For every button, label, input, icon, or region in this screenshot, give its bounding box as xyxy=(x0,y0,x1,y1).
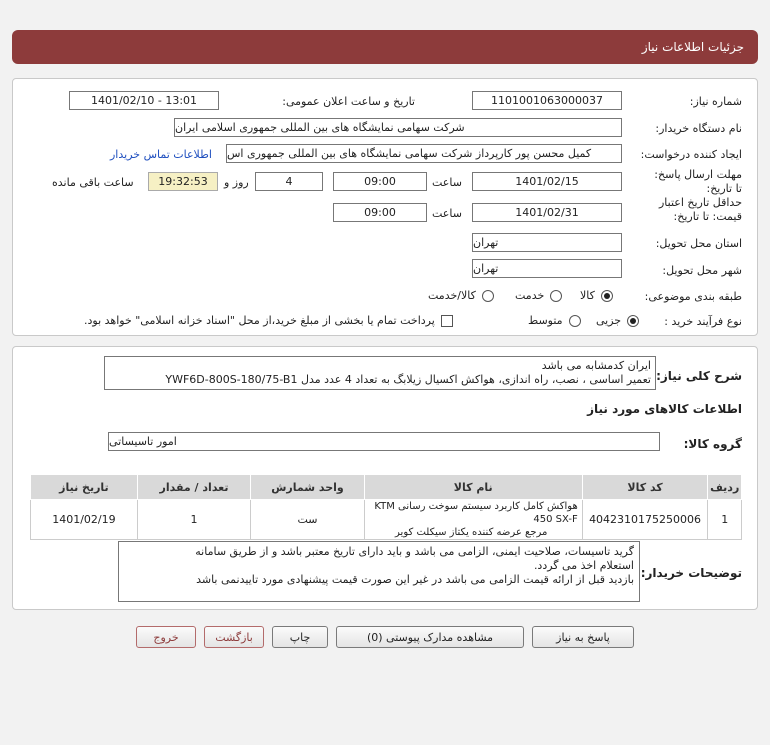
province-label: استان محل تحویل: xyxy=(655,237,742,250)
days-field: 4 xyxy=(255,172,323,191)
radio-selected-icon[interactable] xyxy=(601,290,613,302)
deadline-label: مهلت ارسال پاسخ: تا تاریخ: xyxy=(654,168,742,195)
row-index: 1 xyxy=(708,500,742,540)
process-radio-minor[interactable]: جزیی xyxy=(596,314,639,327)
goods-group-field: امور تاسیساتی xyxy=(108,432,660,451)
row-unit: ست xyxy=(251,500,364,540)
row-date: 1401/02/19 xyxy=(31,500,138,540)
need-number-label: شماره نیاز: xyxy=(689,95,742,108)
reply-button[interactable]: پاسخ به نیاز xyxy=(532,626,634,648)
validity-time-label: ساعت xyxy=(432,207,462,220)
print-button[interactable]: چاپ xyxy=(272,626,328,648)
buyer-notes-box xyxy=(118,541,640,602)
description-line-1: ایران کدمشابه می باشد xyxy=(541,359,651,372)
radio-selected-icon[interactable] xyxy=(627,315,639,327)
category-radio-goods[interactable]: کالا xyxy=(580,289,613,302)
validity-date-field: 1401/02/31 xyxy=(472,203,622,222)
col-qty: تعداد / مقدار xyxy=(137,475,250,500)
buyer-notes-line-3: بازدید قبل از ارائه قیمت الزامی می باشد در غیر این صورت قیمت پیشنهادی مورد تاییدنمی باشد xyxy=(196,573,634,586)
buyer-notes-label: توضیحات خریدار: xyxy=(640,566,742,580)
contact-buyer-link[interactable]: اطلاعات تماس خریدار xyxy=(110,148,212,161)
row-name xyxy=(364,500,582,540)
row-code: 4042310175250006 xyxy=(582,500,708,540)
radio-icon[interactable] xyxy=(482,290,494,302)
description-line-2: تعمیر اساسی ، نصب، راه اندازی، هواکش اکسیال زیلابگ به تعداد 4 عدد مدل YWF6D-800S-180/75-B1 xyxy=(165,373,651,386)
process-label: نوع فرآیند خرید : xyxy=(664,315,742,328)
row-name-line-2: مرجع عرضه کننده یکتاز سیکلت کویر xyxy=(395,527,548,538)
goods-section-title: اطلاعات کالاهای مورد نیاز xyxy=(587,402,742,416)
announce-label: تاریخ و ساعت اعلان عمومی: xyxy=(282,95,415,108)
category-label: طبقه بندی موضوعی: xyxy=(644,290,742,303)
buyer-label: نام دستگاه خریدار: xyxy=(655,122,742,135)
goods-table-header xyxy=(31,475,742,500)
radio-icon[interactable] xyxy=(569,315,581,327)
col-unit: واحد شمارش xyxy=(251,475,364,500)
need-number-field: 1101001063000037 xyxy=(472,91,622,110)
validity-label: حداقل تاریخ اعتبار قیمت: تا تاریخ: xyxy=(658,196,742,223)
category-radio-service[interactable]: خدمت xyxy=(515,289,562,302)
back-button[interactable]: بازگشت xyxy=(204,626,264,648)
remaining-time-field: 19:32:53 xyxy=(148,172,218,191)
table-row xyxy=(31,500,742,540)
deadline-time-label: ساعت xyxy=(432,176,462,189)
radio-icon[interactable] xyxy=(550,290,562,302)
description-box xyxy=(104,356,656,390)
buyer-notes-line-1: گرید تاسیسات، صلاحیت ایمنی، الزامی می باشد و باید دارای تاریخ معتبر باشد و از طریق سامانه xyxy=(195,545,634,558)
exit-button[interactable]: خروج xyxy=(136,626,196,648)
row-name-line-1: هواکش کامل کاربرد سیستم سوخت رسانی KTM 450 SX-F xyxy=(374,501,578,525)
announce-field: 1401/02/10 - 13:01 xyxy=(69,91,219,110)
process-radio-medium[interactable]: متوسط xyxy=(528,314,581,327)
province-field: تهران xyxy=(472,233,622,252)
col-name: نام کالا xyxy=(364,475,582,500)
buyer-notes-line-2: استعلام اخذ می گردد. xyxy=(533,559,634,572)
remaining-label: ساعت باقی مانده xyxy=(52,176,134,189)
requester-field: کمیل محسن پور کارپرداز شرکت سهامی نمایشگاه های بین المللی جمهوری اس xyxy=(226,144,622,163)
city-field: تهران xyxy=(472,259,622,278)
col-index: ردیف xyxy=(708,475,742,500)
buyer-field: شرکت سهامی نمایشگاه های بین المللی جمهوری اسلامی ایران xyxy=(174,118,622,137)
category-radio-goods-service[interactable]: کالا/خدمت xyxy=(428,289,494,302)
col-code: کد کالا xyxy=(582,475,708,500)
row-qty: 1 xyxy=(137,500,250,540)
validity-time-field: 09:00 xyxy=(333,203,427,222)
page-header xyxy=(12,30,758,64)
goods-group-label: گروه کالا: xyxy=(683,437,742,451)
deadline-time-field: 09:00 xyxy=(333,172,427,191)
days-label: روز و xyxy=(224,176,249,189)
col-date: تاریخ نیاز xyxy=(31,475,138,500)
description-label: شرح کلی نیاز: xyxy=(656,369,742,383)
payment-option[interactable]: پرداخت تمام یا بخشی از مبلغ خرید،از محل "اسناد خزانه اسلامی" خواهد بود. xyxy=(84,314,453,327)
city-label: شهر محل تحویل: xyxy=(662,264,742,277)
checkbox-icon[interactable] xyxy=(441,315,453,327)
requester-label: ایجاد کننده درخواست: xyxy=(640,148,742,161)
goods-table xyxy=(30,474,742,540)
page-title: جزئیات اطلاعات نیاز xyxy=(641,40,744,54)
deadline-date-field: 1401/02/15 xyxy=(472,172,622,191)
attachments-button[interactable]: مشاهده مدارک پیوستی (0) xyxy=(336,626,524,648)
